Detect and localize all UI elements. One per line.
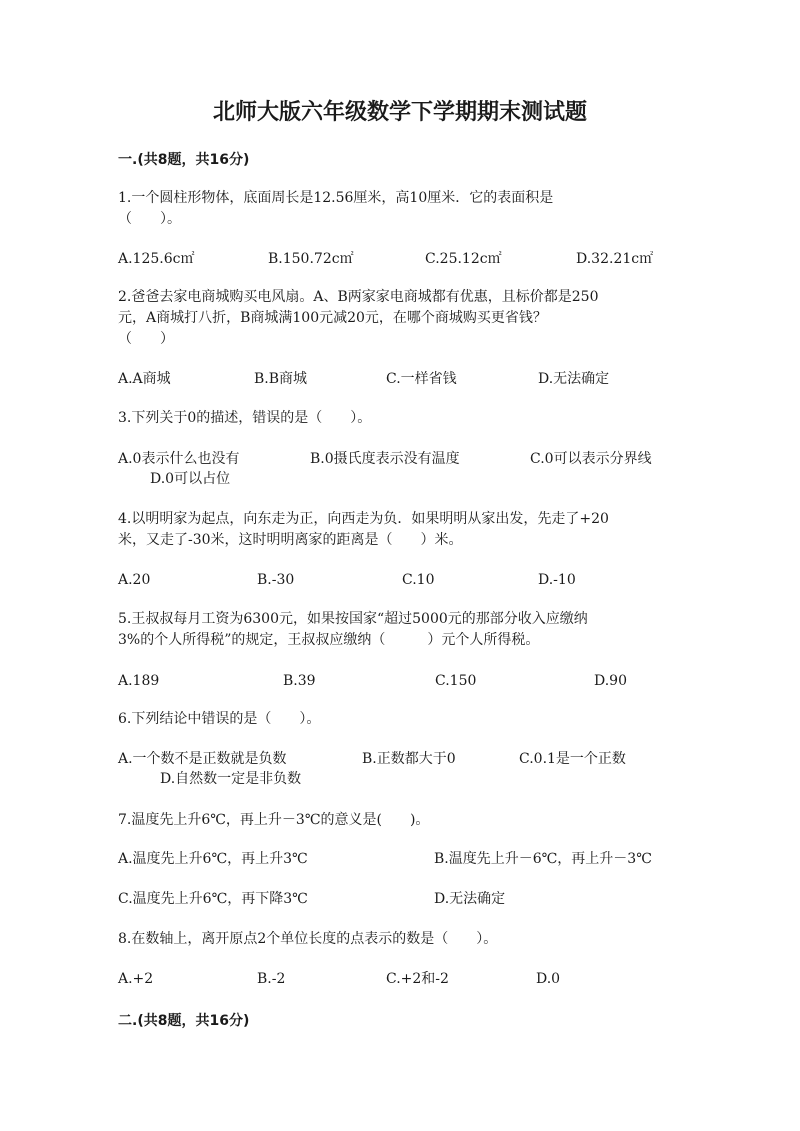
question-6-line-1: 6.下列结论中错误的是（ ）。	[118, 711, 321, 727]
option-b: B.-2	[257, 971, 286, 987]
option-d: D.无法确定	[538, 371, 610, 387]
question-7	[118, 810, 688, 831]
option-a: A.20	[118, 572, 151, 588]
question-7-options-row-1	[118, 849, 718, 871]
option-a: A.一个数不是正数就是负数	[118, 751, 287, 767]
question-8-options	[118, 969, 718, 991]
question-2-line-3: （ ）	[118, 331, 174, 347]
option-c: C.+2和-2	[386, 971, 449, 987]
option-b: B.正数都大于0	[362, 751, 456, 767]
question-2	[118, 287, 688, 350]
option-c: C.0可以表示分界线	[530, 451, 652, 467]
option-a: A.125.6c㎡	[118, 251, 195, 267]
option-c: C.一样省钱	[386, 371, 457, 387]
option-a: A.189	[118, 673, 160, 689]
question-6-options	[118, 749, 718, 771]
option-a: A.0表示什么也没有	[118, 451, 240, 467]
option-c: C.0.1是一个正数	[519, 751, 626, 767]
question-5-line-1: 5.王叔叔每月工资为6300元，如果按国家“超过5000元的那部分收入应缴纳	[118, 611, 588, 627]
question-5-options	[118, 671, 718, 693]
question-5-line-2: 3%的个人所得税”的规定，王叔叔应缴纳（ ）元个人所得税。	[118, 632, 540, 648]
question-7-options-row-2	[118, 889, 718, 911]
option-a: A.温度先上升6℃，再上升3℃	[118, 851, 308, 867]
question-1-options	[118, 249, 718, 271]
question-2-line-1: 2.爸爸去家电商城购买电风扇。A、B两家家电商城都有优惠，且标价都是250	[118, 289, 599, 305]
question-8-line-1: 8.在数轴上，离开原点2个单位长度的点表示的数是（ ）。	[118, 931, 498, 947]
question-2-options	[118, 369, 718, 391]
question-4-options	[118, 570, 718, 592]
question-3-options	[118, 449, 718, 471]
option-c: C.10	[402, 572, 435, 588]
question-2-line-2: 元，A商城打八折，B商城满100元减20元，在哪个商城购买更省钱？	[118, 310, 547, 326]
option-c: C.150	[435, 673, 477, 689]
question-8	[118, 929, 688, 950]
question-3	[118, 408, 688, 429]
section-heading-2: 二.(共8题，共16分)	[118, 1013, 250, 1029]
question-3-line-1: 3.下列关于0的描述，错误的是（ ）。	[118, 410, 372, 426]
option-b: B.B商城	[254, 371, 308, 387]
question-1-line-1: 1.一个圆柱形物体，底面周长是12.56厘米，高10厘米．它的表面积是	[118, 190, 554, 206]
question-6-option-d: D.自然数一定是非负数	[160, 771, 302, 787]
option-b: B.-30	[257, 572, 295, 588]
option-a: A.+2	[118, 971, 154, 987]
option-d: D.32.21c㎡	[576, 251, 654, 267]
option-c: C.温度先上升6℃，再下降3℃	[118, 891, 308, 907]
option-c: C.25.12c㎡	[425, 251, 502, 267]
option-d: D.0	[536, 971, 561, 987]
section-heading-1: 一.(共8题，共16分)	[118, 152, 250, 168]
option-b: B.39	[283, 673, 316, 689]
option-d: D.无法确定	[434, 891, 506, 907]
question-5	[118, 609, 688, 651]
option-b: B.0摄氏度表示没有温度	[310, 451, 460, 467]
option-a: A.A商城	[118, 371, 171, 387]
page-title: 北师大版六年级数学下学期期末测试题	[212, 100, 587, 125]
question-3-option-d: D.0可以占位	[150, 471, 231, 487]
question-4-line-1: 4.以明明家为起点，向东走为正，向西走为负．如果明明从家出发，先走了+20	[118, 511, 609, 527]
question-1-line-2: （ ）。	[118, 211, 181, 227]
question-4-line-2: 米，又走了-30米，这时明明离家的距离是（ ）米。	[118, 532, 463, 548]
option-d: D.-10	[538, 572, 576, 588]
question-6	[118, 709, 688, 730]
option-b: B.150.72c㎡	[268, 251, 354, 267]
option-d: D.90	[594, 673, 627, 689]
question-1	[118, 188, 688, 230]
option-b: B.温度先上升－6℃，再上升－3℃	[434, 851, 652, 867]
question-4	[118, 509, 688, 551]
question-7-line-1: 7.温度先上升6℃，再上升－3℃的意义是( )。	[118, 812, 430, 828]
